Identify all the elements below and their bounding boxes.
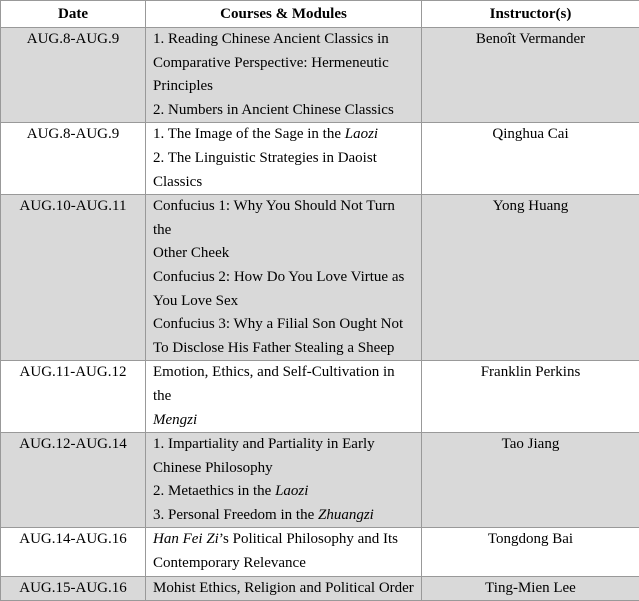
- table-row: [1, 123, 639, 195]
- instructor-cell: Qinghua Cai: [422, 123, 639, 195]
- course-line: [153, 290, 415, 314]
- course-text: 2. The Linguistic Strategies in Daoist: [153, 150, 377, 166]
- course-cell: [146, 195, 422, 361]
- course-text: Mohist Ethics, Religion and Political Order: [153, 580, 414, 596]
- header-date: Date: [1, 1, 146, 28]
- course-line: [153, 99, 415, 123]
- course-text: 2. Metaethics in the: [153, 483, 275, 499]
- course-line: [153, 409, 415, 433]
- course-line: [153, 75, 415, 99]
- date-cell: AUG.11-AUG.12: [1, 361, 146, 433]
- table-row: [1, 361, 639, 433]
- course-text: Confucius 3: Why a Filial Son Ought Not: [153, 316, 403, 332]
- course-line: [153, 504, 415, 528]
- course-line: [153, 577, 415, 601]
- instructor-cell: Tongdong Bai: [422, 528, 639, 576]
- course-line: [153, 266, 415, 290]
- course-line: [153, 552, 415, 576]
- course-line: [153, 457, 415, 481]
- course-text: 1. The Image of the Sage in the: [153, 126, 345, 142]
- course-text: 2. Numbers in Ancient Chinese Classics: [153, 102, 394, 118]
- course-text: Classics: [153, 174, 202, 190]
- header-courses: Courses & Modules: [146, 1, 422, 28]
- course-line: [153, 147, 415, 171]
- course-line: [153, 52, 415, 76]
- italic-title: Laozi: [275, 483, 308, 499]
- course-cell: [146, 576, 422, 601]
- course-text: 1. Impartiality and Partiality in Early: [153, 436, 375, 452]
- table-row: [1, 528, 639, 576]
- course-text: Contemporary Relevance: [153, 555, 306, 571]
- course-cell: [146, 123, 422, 195]
- instructor-cell: Tao Jiang: [422, 433, 639, 528]
- instructor-cell: Ting-Mien Lee: [422, 576, 639, 601]
- course-cell: [146, 528, 422, 576]
- course-text: Comparative Perspective: Hermeneutic: [153, 55, 389, 71]
- table-row: [1, 433, 639, 528]
- course-line: [153, 361, 415, 408]
- course-text: You Love Sex: [153, 293, 238, 309]
- table-row: [1, 576, 639, 601]
- course-line: [153, 528, 415, 552]
- course-line: [153, 480, 415, 504]
- course-cell: [146, 433, 422, 528]
- date-cell: AUG.8-AUG.9: [1, 28, 146, 123]
- course-text: ’s Political Philosophy and Its: [219, 531, 398, 547]
- course-line: [153, 123, 415, 147]
- date-cell: AUG.15-AUG.16: [1, 576, 146, 601]
- instructor-cell: Yong Huang: [422, 195, 639, 361]
- course-line: [153, 313, 415, 337]
- italic-title: Han Fei Zi: [153, 531, 219, 547]
- course-text: 1. Reading Chinese Ancient Classics in: [153, 31, 389, 47]
- course-text: Other Cheek: [153, 245, 229, 261]
- italic-title: Laozi: [345, 126, 378, 142]
- course-text: Confucius 2: How Do You Love Virtue as: [153, 269, 404, 285]
- header-instructor: Instructor(s): [422, 1, 639, 28]
- course-line: [153, 433, 415, 457]
- course-text: Chinese Philosophy: [153, 460, 273, 476]
- date-cell: AUG.12-AUG.14: [1, 433, 146, 528]
- course-text: Confucius 1: Why You Should Not Turn the: [153, 198, 395, 238]
- course-line: [153, 28, 415, 52]
- table-row: [1, 195, 639, 361]
- course-text: Principles: [153, 78, 213, 94]
- header-row: [1, 1, 639, 28]
- date-cell: AUG.14-AUG.16: [1, 528, 146, 576]
- italic-title: Zhuangzi: [318, 507, 374, 523]
- course-line: [153, 171, 415, 195]
- table-row: [1, 28, 639, 123]
- course-line: [153, 242, 415, 266]
- instructor-cell: Franklin Perkins: [422, 361, 639, 433]
- course-cell: [146, 361, 422, 433]
- date-cell: AUG.8-AUG.9: [1, 123, 146, 195]
- course-line: [153, 195, 415, 242]
- course-line: [153, 337, 415, 361]
- course-text: Emotion, Ethics, and Self-Cultivation in the: [153, 364, 395, 404]
- italic-title: Mengzi: [153, 412, 197, 428]
- course-text: 3. Personal Freedom in the: [153, 507, 318, 523]
- course-text: To Disclose His Father Stealing a Sheep: [153, 340, 394, 356]
- instructor-cell: Benoît Vermander: [422, 28, 639, 123]
- course-cell: [146, 28, 422, 123]
- date-cell: AUG.10-AUG.11: [1, 195, 146, 361]
